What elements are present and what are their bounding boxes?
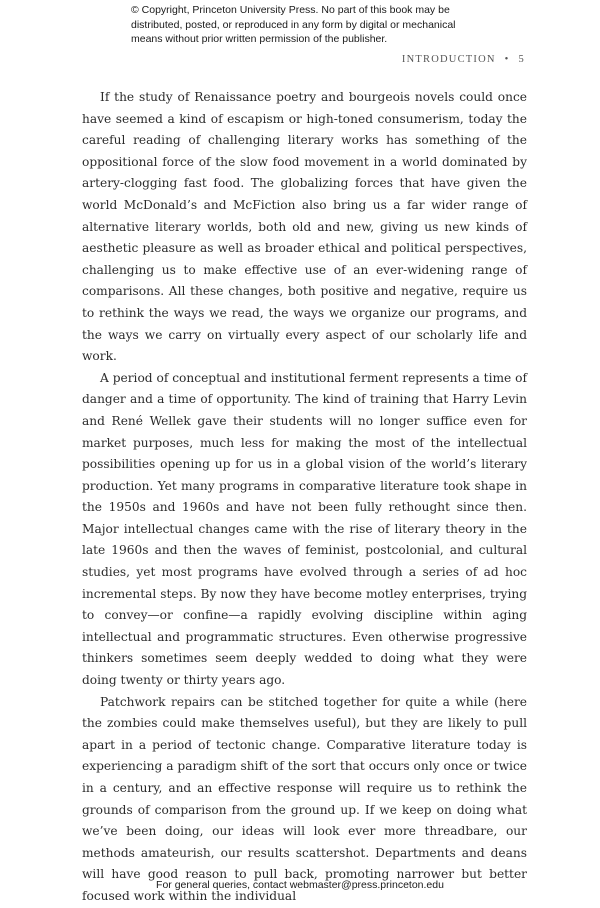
copyright-line: distributed, posted, or reproduced in any form by digital or mechanical: [131, 18, 456, 31]
bullet-separator: •: [504, 54, 510, 65]
section-title: INTRODUCTION: [401, 54, 496, 65]
paragraph: A period of conceptual and institutional ferment represents a time of danger and a time of opportunity. The kind of training that Harry Levin and René Wellek gave their students will no longer suffice even for market purposes, much less for making the most of the intellectual possibilities opening up for us in a global vision of the world’s literary production. Yet many programs in comparative literature took shape in the 1950s and 1960s and have not been fully rethought since then. Major intellectual changes came with the rise of literary theory in the late 1960s and then the waves of feminist, postcolonial, and cultural studies, yet most programs have evolved through a series of ad hoc incremental steps. By now they have become motley enterprises, trying to convey—or confine—a rapidly evolving discipline within aging intellectual and programmatic structures. Even otherwise progressive thinkers sometimes seem deeply wedded to doing what they were doing twenty or thirty years ago.: [82, 370, 527, 688]
footer-contact: For general queries, contact webmaster@press.princeton.edu: [156, 879, 444, 891]
page-number: 5: [518, 54, 525, 65]
body-text: [82, 87, 527, 908]
running-head: [402, 54, 525, 65]
paragraph: Patchwork repairs can be stitched together for quite a while (here the zombies could make themselves useful), but they are likely to pull apart in a period of tectonic change. Comparative literature today is experiencing a paradigm shift of the sort that occurs only once or twice in a century, and an effective response will require us to rethink the grounds of comparison from the ground up. If we keep on doing what we’ve been doing, our ideas will look ever more threadbare, our methods amateurish, our results scattershot. Departments and deans will have good reason to pull back, promoting narrower but better focused work within the individual: [82, 694, 527, 903]
copyright-line: means without prior written permission of the publisher.: [131, 33, 388, 45]
copyright-line: © Copyright, Princeton University Press. No part of this book may be: [131, 4, 450, 16]
paragraph: If the study of Renaissance poetry and bourgeois novels could once have seemed a kind of escapism or high-toned consumerism, today the careful reading of challenging literary works has something of the oppositional force of the slow food movement in a world dominated by artery-clogging fast food. The globalizing forces that have given the world McDonald’s and McFiction also bring us a far wider range of alternative literary worlds, both old and new, giving us new kinds of aesthetic pleasure as well as broader ethical and political perspectives, challenging us to make effective use of an ever-widening range of comparisons. All these changes, both positive and negative, require us to rethink the ways we read, the ways we organize our programs, and the ways we carry on virtually every aspect of our scholarly life and work.: [82, 90, 527, 364]
copyright-notice: [131, 3, 461, 47]
